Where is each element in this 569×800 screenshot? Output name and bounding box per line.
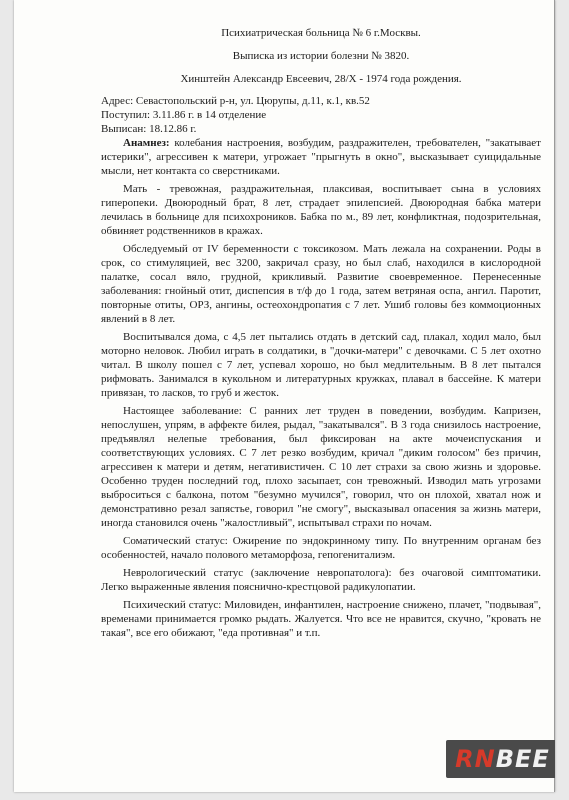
somatic-status-paragraph: Соматический статус: Ожирение по эндокринному типу. По внутренним органам без особенностей, начало полового метаморфоза, гепогениталиэм. — [101, 535, 541, 561]
current-illness-paragraph: Настоящее заболевание: С ранних лет труден в поведении, возбудим. Капризен, непослушен, упрям, в аффекте билея, рыдал, "закатывался". В 3 года снизилось настроение, предъявлял нелепые требования, был фиксирован на акте мочеиспускания и соответствующих условиях. С 7 лет резко возбудим, кричал "диким голосом" без причин, агрессивен к матери и детям, негативистичен. С 10 лет страхи за свою жизнь и здоровье. Особенно труден последний год, плохо засыпает, сон тревожный. Изводил мать угрозами выброситься с балкона, потом "безумно мучился", говорил, что он плохой, хватал нож и демонстративно резал запястье, говорил "не смогу", высказывал опасения за жизнь матери, иногда становился очень "жалостливый", испытывал страхи по ночам. — [101, 405, 541, 529]
document-page — [14, 0, 555, 792]
document-body — [101, 26, 541, 640]
watermark-logo — [446, 740, 555, 778]
hospital-title: Психиатрическая больница № 6 г.Москвы. — [221, 27, 421, 39]
admitted-line: Поступил: 3.11.86 г. в 14 отделение — [101, 109, 267, 121]
extract-title: Выписка из истории болезни № 3820. — [232, 50, 410, 62]
anamnesis-text: колебания настроения, возбудим, раздражителен, требователен, "закатывает истерики", агрессивен к матери, угрожает "прыгнуть в окно", высказывает суицидальные мысли, нет контакта со сверстниками. — [101, 137, 541, 177]
anamnesis-paragraph — [101, 136, 541, 178]
watermark-rn: RN — [455, 745, 496, 773]
watermark-bee: BEE — [495, 745, 550, 773]
page-edge — [554, 0, 555, 792]
psych-status-paragraph: Психический статус: Миловиден, инфантилен, настроение снижено, плачет, "подвывая", временами принимается громко рыдать. Жалуется. Что все не нравится, скучно, "кровать не такая", все его обижают, "еда противная" и т.п. — [101, 599, 541, 639]
mother-paragraph: Мать - тревожная, раздражительная, плаксивая, воспитывает сына в условиях гиперопеки. Двоюродный брат, 8 лет, страдает эпилепсией. Двоюродная бабка матери лечилась в больнице для психохроников. Бабка по м., 89 лет, конфликтная, подозрительная, обвиняет родственников в кражах. — [101, 183, 541, 237]
pregnancy-paragraph: Обследуемый от IV беременности с токсикозом. Мать лежала на сохранении. Роды в срок, со стимуляцией, вес 3200, закричал сразу, но был слаб, находился в кислородной палатке, сосал вяло, грудной, крикливый. Развитие своевременное. Перенесенные заболевания: гнойный отит, диспепсия в т/ф до 1 года, затем ветряная оспа, ангил. Паротит, повторные отиты, ОРЗ, ангины, остеохондропатия с 7 лет. Ушиб головы без коммоционных явлений в 8 лет. — [101, 243, 541, 325]
discharged-line: Выписан: 18.12.86 г. — [101, 123, 197, 135]
neuro-status-paragraph: Неврологический статус (заключение невропатолога): без очаговой симптоматики. Легко выраженные явления пояснично-крестцовой радикулопатии. — [101, 567, 541, 593]
upbringing-paragraph: Воспитывался дома, с 4,5 лет пытались отдать в детский сад, плакал, ходил мало, был моторно неловок. Любил играть в солдатики, в "дочки-матери" с девочками. С 5 лет охотно читал. В школу пошел с 7 лет, успевал хорошо, но был медлительным. В 8 лет пытался рифмовать. Занимался в кукольном и литературных кружках, плавал в бассейне. К матери привязан, то ласков, то груб и жесток. — [101, 331, 541, 399]
anamnesis-label: Анамнез: — [123, 137, 170, 149]
address-line: Адрес: Севастопольский р-н, ул. Цюрупы, д.11, к.1, кв.52 — [101, 95, 370, 107]
patient-name: Хинштейн Александр Евсеевич, 28/Х - 1974 года рождения. — [180, 73, 462, 85]
